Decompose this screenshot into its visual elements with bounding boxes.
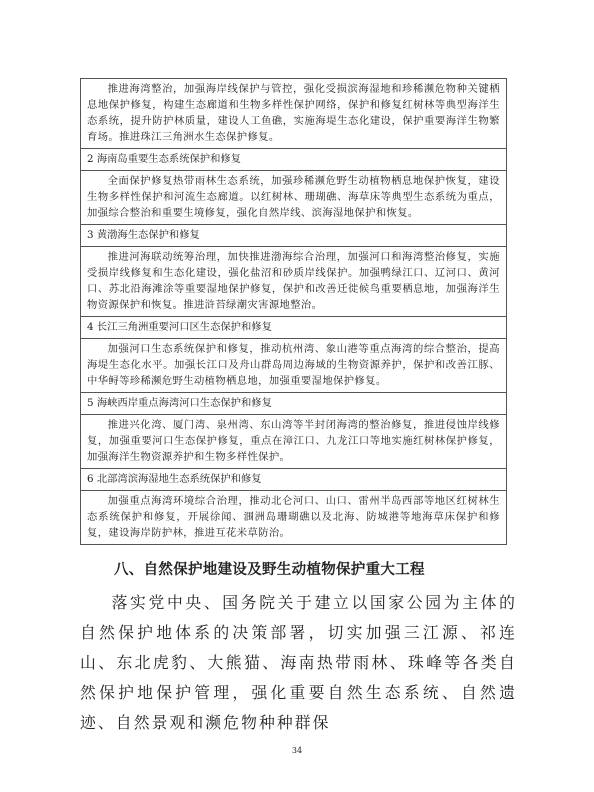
projects-table	[80, 78, 507, 545]
table-row-heading	[81, 317, 507, 339]
section-heading: 八、自然保护地建设及野生动植物保护重大工程	[114, 562, 425, 578]
table-cell	[81, 339, 507, 393]
table-row	[81, 415, 507, 469]
table-row	[81, 339, 507, 393]
table-row-heading	[81, 393, 507, 415]
row-heading: 2 海南岛重要生态系统保护和修复	[81, 149, 507, 171]
row-heading: 4 长江三角洲重要河口区生态保护和修复	[81, 317, 507, 339]
row-heading: 3 黄渤海生态保护和修复	[81, 225, 507, 247]
projects-table-body	[81, 79, 507, 545]
table-row	[81, 79, 507, 149]
body-paragraph: 落实党中央、国务院关于建立以国家公园为主体的自然保护地体系的决策部署，切实加强三江源、祁连山、东北虎豹、大熊猫、海南热带雨林、珠峰等各类自然保护地保护管理，强化重要自然生态系统、自然遗迹、自然景观和濒危物种种群保	[80, 593, 517, 732]
table-row	[81, 491, 507, 545]
table-cell	[81, 79, 507, 149]
row-text: 推进兴化湾、厦门湾、泉州湾、东山湾等半封闭海湾的整治修复，推进侵蚀岸线修复，加强重要河口生态保护修复，重点在漳江口、九龙江口等地实施红树林保护修复，加强海洋生物资源养护和生物多样性保护。	[87, 419, 500, 463]
table-cell	[81, 491, 507, 545]
row-text: 加强河口生态系统保护和修复，推动杭州湾、象山港等重点海湾的综合整治，提高海堤生态化水平。加强长江口及舟山群岛周边海域的生物资源养护，保护和改善江豚、中华鲟等珍稀濒危野生动植物栖息地，加强重要湿地保护修复。	[87, 343, 500, 387]
table-cell	[81, 415, 507, 469]
table-cell	[81, 247, 507, 317]
row-text: 推进海湾整治，加强海岸线保护与管控，强化受损滨海湿地和珍稀濒危物种关键栖息地保护修复，构建生态廊道和生物多样性保护网络，保护和修复红树林等典型海洋生态系统，提升防护林质量，建设人工鱼礁，实施海堤生态化建设，保护重要海洋生物繁育场。推进珠江三角洲水生态保护修复。	[87, 83, 500, 143]
row-text: 加强重点海湾环境综合治理，推动北仑河口、山口、雷州半岛西部等地区红树林生态系统保护和修复，开展徐闻、涠洲岛珊瑚礁以及北海、防城港等地海草床保护和修复，建设海岸防护林，推进互花米草防治。	[87, 495, 500, 539]
row-heading: 6 北部湾滨海湿地生态系统保护和修复	[81, 469, 507, 491]
table-row-heading	[81, 225, 507, 247]
table-row-heading	[81, 469, 507, 491]
page-number: 34	[291, 746, 303, 755]
table-row	[81, 247, 507, 317]
row-heading: 5 海峡西岸重点海湾河口生态保护和修复	[81, 393, 507, 415]
row-text: 全面保护修复热带雨林生态系统，加强珍稀濒危野生动植物栖息地保护恢复，建设生物多样性保护和河流生态廊道。以红树林、珊瑚礁、海草床等典型生态系统为重点，加强综合整治和重要生境修复，强化自然岸线、滨海湿地保护和恢复。	[87, 175, 500, 219]
table-cell	[81, 171, 507, 225]
row-text: 推进河海联动统筹治理，加快推进渤海综合治理，加强河口和海湾整治修复，实施受损岸线修复和生态化建设，强化盐沼和砂质岸线保护。加强鸭绿江口、辽河口、黄河口、苏北沿海滩涂等重要湿地保护修复，保护和改善迁徙候鸟重要栖息地，加强海洋生物资源保护和恢复。推进浒苔绿潮灾害源地整治。	[87, 251, 500, 311]
table-row	[81, 171, 507, 225]
table-row-heading	[81, 149, 507, 171]
